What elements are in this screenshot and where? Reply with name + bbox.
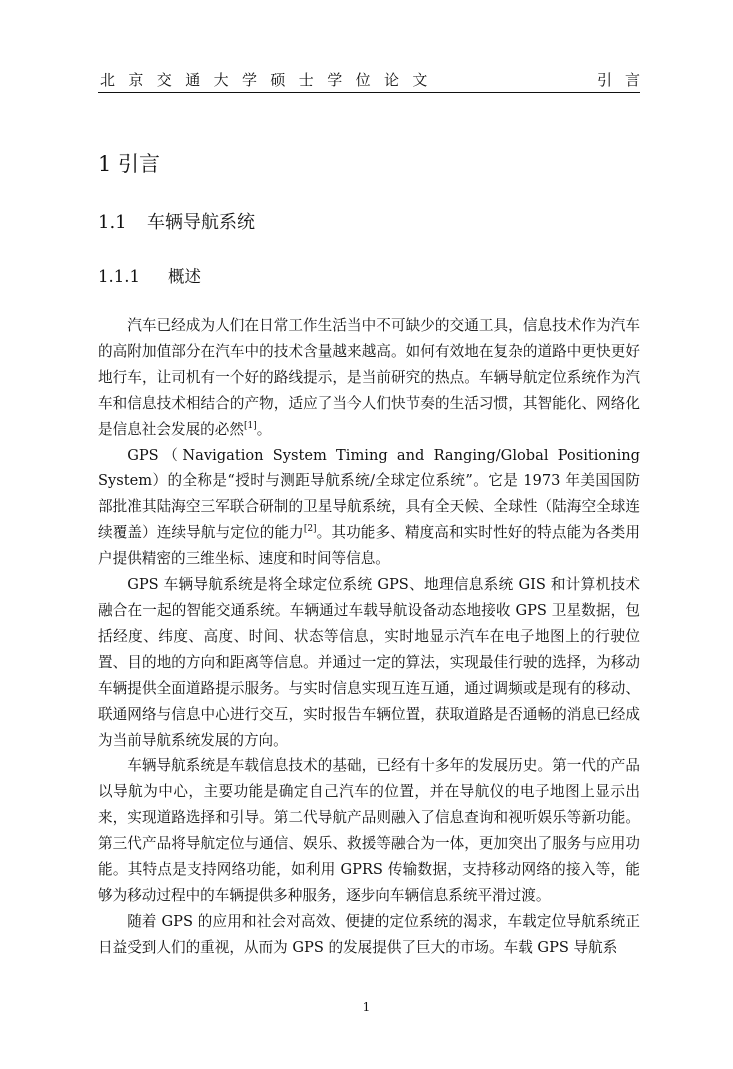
section-number: 1.1: [98, 212, 127, 233]
page-number: 1: [362, 1000, 371, 1014]
paragraph-text-tail: 。其功能多、精度高和实时性好的特点能为各类用户提供精密的三维坐标、速度和时间等信息。: [98, 524, 640, 568]
section-title-text: 车辆导航系统: [147, 212, 255, 233]
paragraph: [98, 443, 640, 573]
paragraph: [98, 753, 640, 908]
body-text: [98, 313, 640, 961]
running-header: [98, 68, 653, 93]
section-heading: [98, 208, 255, 234]
citation-marker: [2]: [303, 524, 317, 535]
header-university-title: 北京交通大学硕士学位论文: [100, 71, 441, 89]
paragraph-text-tail: 。: [256, 420, 272, 438]
subsection-title-text: 概述: [168, 267, 201, 286]
paragraph: [98, 313, 640, 443]
paragraph-text: GPS 车辆导航系统是将全球定位系统 GPS、地理信息系统 GIS 和计算机技术融合在一起的智能交通系统。车辆通过车载导航设备动态地接收 GPS 卫星数据，包括经度、纬度、高度、时间、状态等信息，实时地显示汽车在电子地图上的行驶位置、目的地的方向和距离等信息。并通过一定的算法，实现最佳行驶的选择，为移动车辆提供全面道路提示服务。与实时信息实现互连互通，通过调频或是现有的移动、联通网络与信息中心进行交互，实时报告车辆位置，获取道路是否通畅的消息已经成为当前导航系统发展的方向。: [98, 576, 640, 749]
subsection-heading: [98, 263, 201, 287]
header-chapter-name: 引言: [596, 71, 653, 89]
paragraph: [98, 572, 640, 753]
chapter-heading: 1 引言: [98, 152, 161, 176]
paragraph-text: GPS（Navigation System Timing and Ranging/Global Positioning System）的全称是“授时与测距导航系统/全球定位系统”。它是 1973 年美国国防部批准其陆海空三军联合研制的卫星导航系统，具有全天候、全球性（陆海空全球连续覆盖）连续导航与定位的能力: [98, 446, 640, 542]
paragraph-text: 车辆导航系统是车载信息技术的基础，已经有十多年的发展历史。第一代的产品以导航为中心，主要功能是确定自己汽车的位置，并在导航仪的电子地图上显示出来，实现道路选择和引导。第二代导航产品则融入了信息查询和视听娱乐等新功能。第三代产品将导航定位与通信、娱乐、救援等融合为一体，更加突出了服务与应用功能。其特点是支持网络功能，如利用 GPRS 传输数据，支持移动网络的接入等，能够为移动过程中的车辆提供多种服务，逐步向车辆信息系统平滑过渡。: [98, 757, 640, 904]
subsection-number: 1.1.1: [98, 267, 140, 286]
paragraph-text: 随着 GPS 的应用和社会对高效、便捷的定位系统的渴求，车载定位导航系统正日益受到人们的重视，从而为 GPS 的发展提供了巨大的市场。车载 GPS 导航系: [98, 912, 640, 956]
paragraph-text: 汽车已经成为人们在日常工作生活当中不可缺少的交通工具，信息技术作为汽车的高附加值部分在汽车中的技术含量越来越高。如何有效地在复杂的道路中更快更好地行车，让司机有一个好的路线提示，是当前研究的热点。车辆导航定位系统作为汽车和信息技术相结合的产物，适应了当今人们快节奏的生活习惯，其智能化、网络化是信息社会发展的必然: [98, 317, 640, 438]
paragraph: [98, 909, 640, 961]
citation-marker: [1]: [243, 420, 257, 431]
